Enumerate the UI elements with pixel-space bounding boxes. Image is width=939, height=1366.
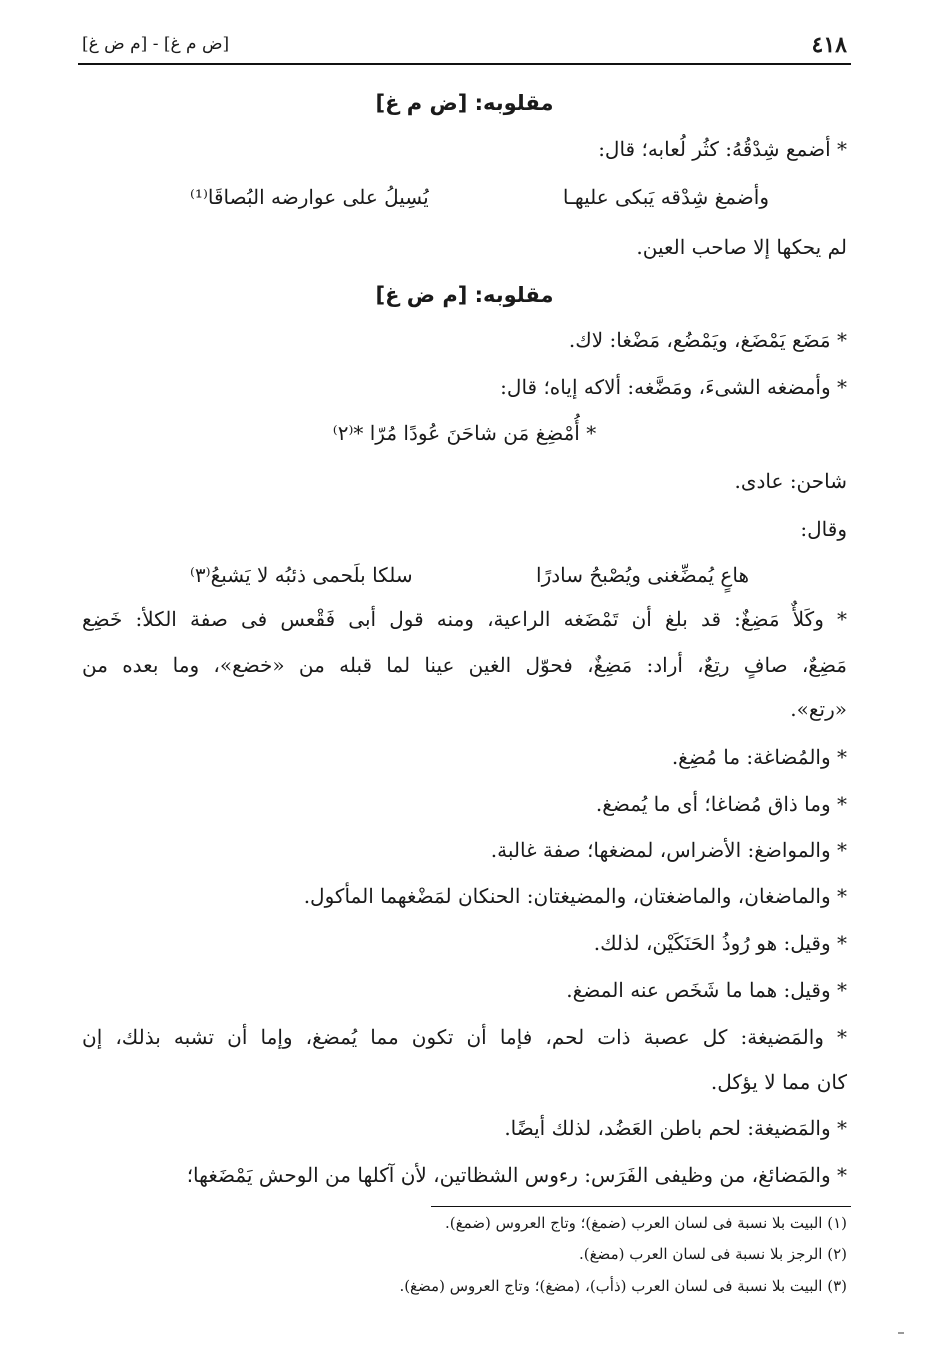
paragraph-line: «رتع». bbox=[790, 697, 847, 721]
entry-line: * وما ذاق مُضاغا؛ أى ما يُمضغ. bbox=[595, 792, 847, 816]
entry-line: * وأمضغه الشىءَ، ومَضَّغه: ألاكه إياه؛ قال: bbox=[500, 375, 847, 399]
footnote-rule bbox=[431, 1206, 851, 1207]
entry-line: * والماضغان، والماضغتان، والمضيغتان: الحنكان لمَضْغهما المأكول. bbox=[303, 884, 847, 908]
page bbox=[82, 0, 847, 1366]
footnote-3: (٣) البيت بلا نسبة فى لسان العرب (ذأب)، (مضغ)؛ وتاج العروس (مضغ). bbox=[399, 1277, 847, 1295]
footnote-1: (١) البيت بلا نسبة فى لسان العرب (ضمغ)؛ وتاج العروس (ضمغ). bbox=[444, 1214, 847, 1232]
entry-line: وقال: bbox=[800, 517, 847, 541]
verse-1-first-hemistich: وأضمغ شِدْقه يَبكى عليهـا bbox=[562, 185, 769, 209]
entry-line: * مَضَع يَمْضَغ، ويَمْضُع، مَضْغا: لاك. bbox=[568, 328, 847, 352]
header-root-range: [ض م غ] - [م ض غ] bbox=[82, 34, 230, 54]
entry-line: * والمَضائغ، من وظيفى الفَرَس: رءوس الشظاتين، لأن آكلها من الوحش يَمْضَغها؛ bbox=[186, 1163, 847, 1187]
entry-line: لم يحكها إلا صاحب العين. bbox=[636, 235, 847, 259]
verse-3-first-hemistich: هاعٍ يُمضِّغنى ويُصْبحُ سادرًا bbox=[536, 563, 749, 587]
paragraph-line: * وكَلأٌ مَضِغٌ: قد بلغ أن تَمْضَغه الراعية، ومنه قول أبى فَقْعس فى صفة الكلأ: خَضِع bbox=[82, 607, 847, 631]
entry-line: * أضمع شِدْقُهُ: كثُر لُعابه؛ قال: bbox=[598, 137, 847, 161]
entry-line: * وقيل: هو رُوذُ الحَنَكَيْن، لذلك. bbox=[593, 931, 847, 955]
footnote-2: (٢) الرجز بلا نسبة فى لسان العرب (مضغ). bbox=[578, 1245, 847, 1263]
scan-mark bbox=[898, 1332, 904, 1334]
section-heading-2: مقلوبه: [م ض غ] bbox=[375, 283, 554, 307]
verse-3-second-hemistich: سلكا بلَحمى ذئبُه لا يَشبعُ⁽٣⁾ bbox=[190, 563, 413, 587]
entry-line: * والمواضغ: الأضراس، لمضغها؛ صفة غالبة. bbox=[490, 838, 847, 862]
running-header bbox=[82, 30, 847, 62]
entry-line: * والمُضاغة: ما مُضِغ. bbox=[671, 745, 847, 769]
verse-2: * أُمْضِغ مَن شاحَنَ عُودًا مُرّا *⁽٢⁾ bbox=[332, 421, 597, 445]
paragraph-line: كان مما لا يؤكل. bbox=[710, 1070, 847, 1094]
paragraph-line: مَضِعٌ، صافٍ رتِعٌ، أراد: مَضِغٌ، فحوّل الغين عينا لما قبله من «خضع»، وما بعده من bbox=[82, 653, 847, 677]
section-heading-1: مقلوبه: [ض م غ] bbox=[375, 91, 554, 115]
header-rule bbox=[78, 63, 851, 65]
entry-line: شاحن: عادى. bbox=[734, 469, 847, 493]
paragraph-line: * والمَضيغة: كل عصبة ذات لحم، فإما أن تكون مما يُمضغ، وإما أن تشبه بذلك، إن bbox=[82, 1025, 847, 1049]
entry-line: * والمَضيغة: لحم باطن العَضُد، لذلك أيضًا. bbox=[504, 1116, 847, 1140]
entry-line: * وقيل: هما ما شَخَص عنه المضغ. bbox=[566, 978, 847, 1002]
page-number: ٤١٨ bbox=[811, 32, 847, 58]
verse-1-second-hemistich: يُسِيلُ على عوارضه البُصاقَا⁽¹⁾ bbox=[190, 185, 429, 209]
